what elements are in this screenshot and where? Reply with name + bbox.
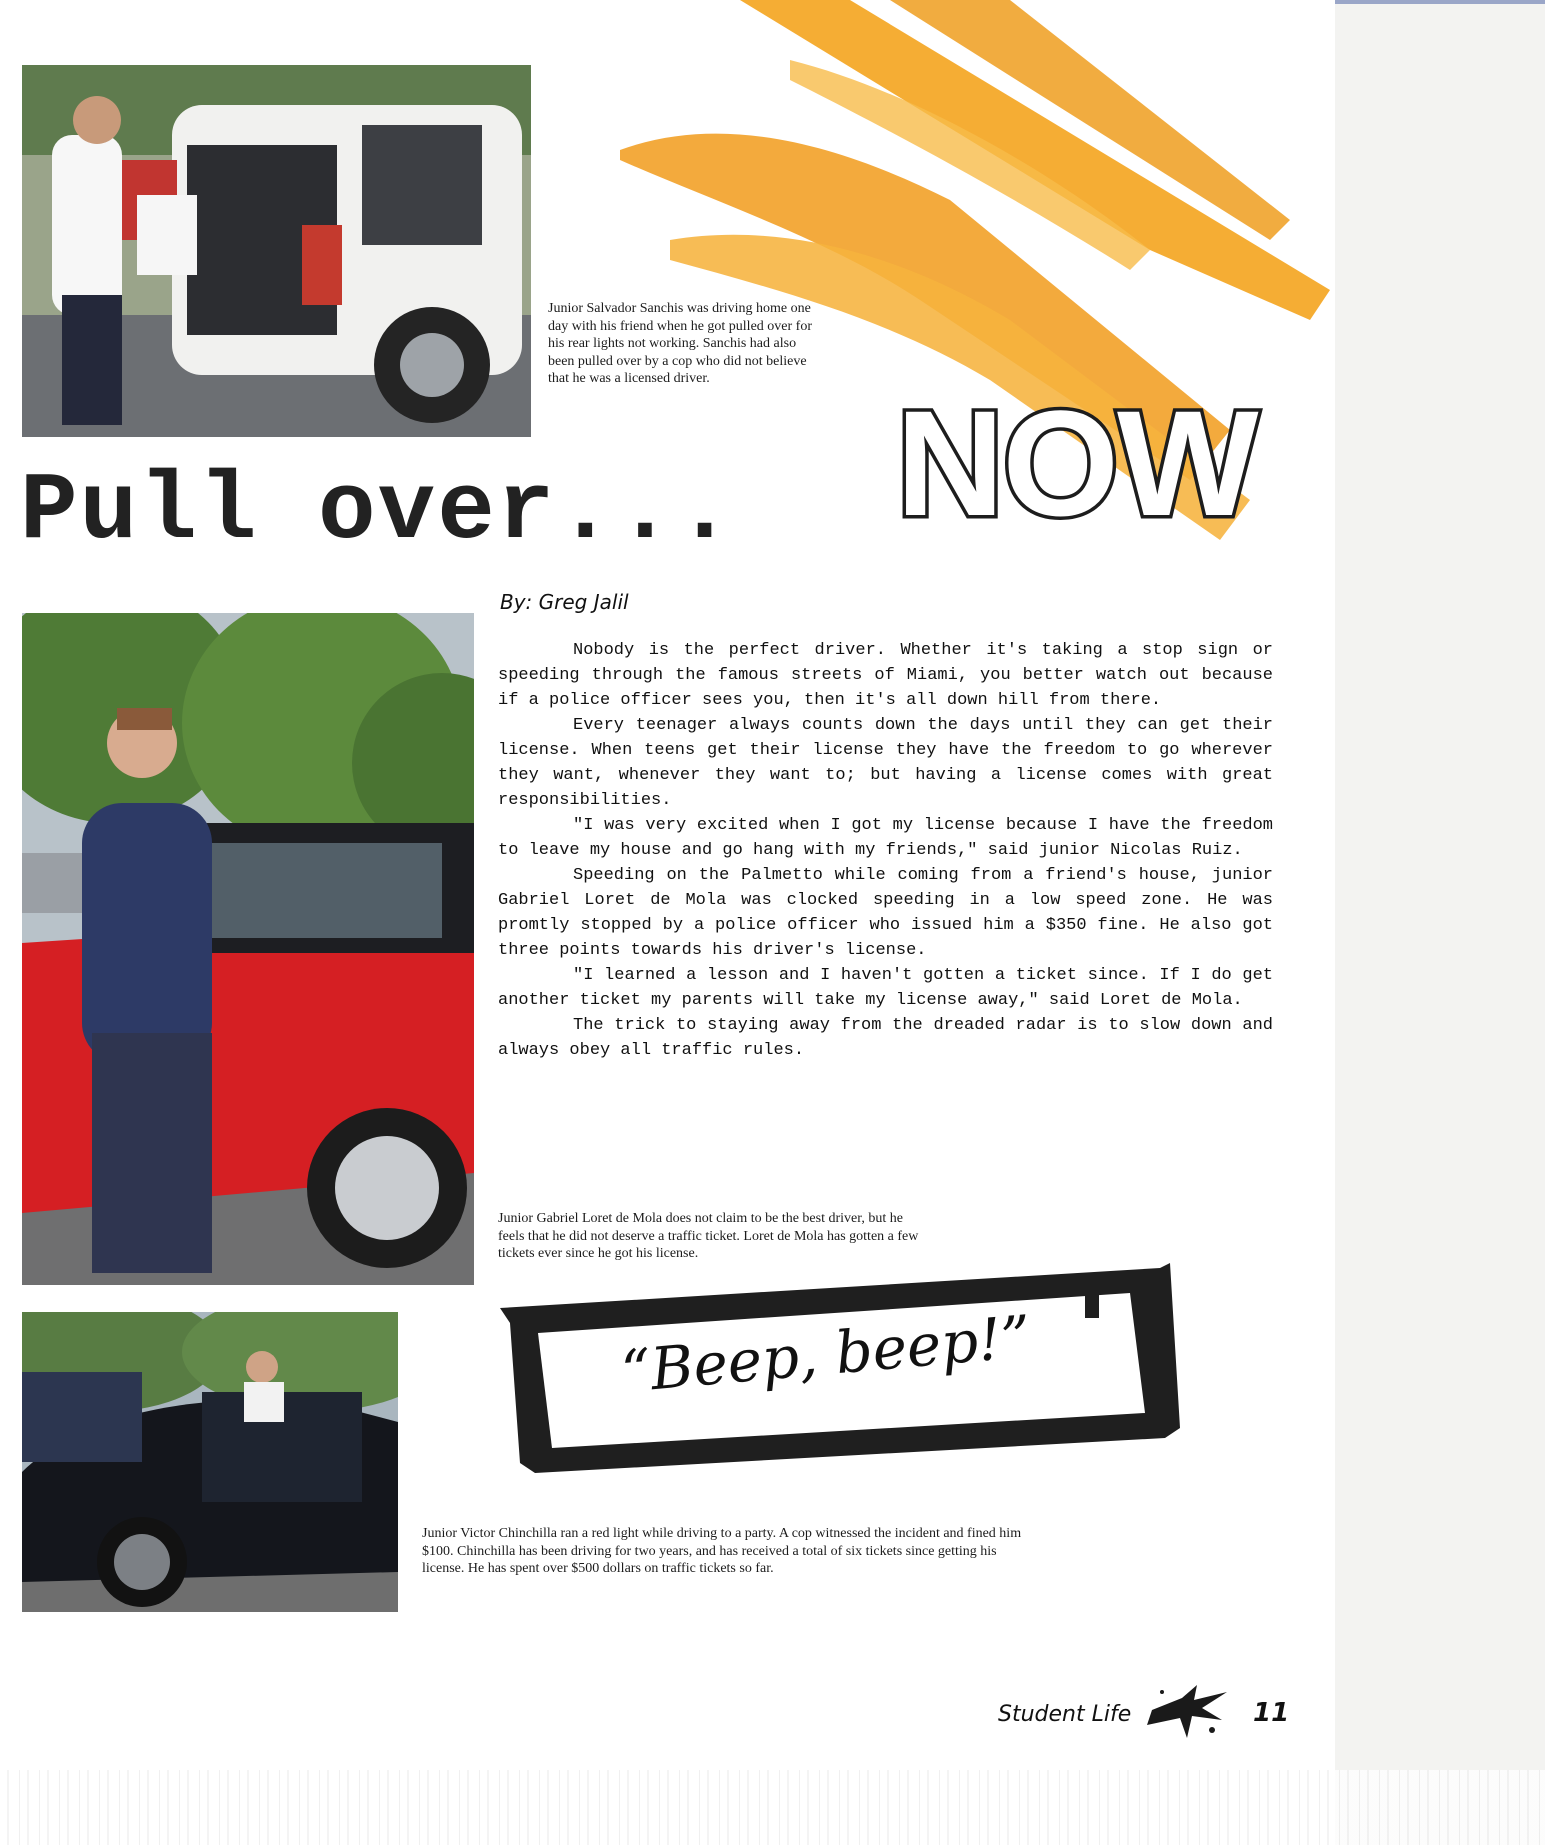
article-paragraph: The trick to staying away from the dreaded radar is to slow down and always obey all traffic rules. [498, 1016, 1273, 1060]
section-label: Student Life [998, 1702, 1132, 1727]
scan-noise [0, 1770, 1545, 1845]
byline: By: Greg Jalil [500, 590, 629, 614]
article-paragraph: Speeding on the Palmetto while coming from a friend's house, junior Gabriel Loret de Mola was clocked speeding in a low speed zone. He was promtly stopped by a police officer who issued him a $350 fine. He also got three points towards his driver's license. [498, 866, 1273, 960]
page-edge-line [1335, 0, 1545, 4]
photo3-caption: Junior Victor Chinchilla ran a red light while driving to a party. A cop witnessed the incident and fined him $100. Chinchilla has been driving for two years, and has received a total of six tickets since getting his license. He has spent over $500 dollars on traffic tickets so far. [422, 1526, 1022, 1576]
quote: “Beep, beep!” [618, 1302, 1034, 1406]
headline-emphasis: NOW [896, 379, 1257, 547]
article-paragraph: "I was very excited when I got my license because I have the freedom to leave my house and go hang with my friends," said junior Nicolas Ruiz. [498, 816, 1273, 860]
headline: Pull over... [20, 457, 736, 566]
article-paragraph: Every teenager always counts down the days until they can get their license. When teens get their license they have the freedom to go wherever they want, whenever they want to; but having a license comes with great responsibilities. [498, 716, 1273, 810]
article-paragraph: Nobody is the perfect driver. Whether it's taking a stop sign or speeding through the famous streets of Miami, you better watch out because if a police officer sees you, then it's all down hill from there. [498, 641, 1273, 710]
photo-black-car [22, 1312, 398, 1612]
photo-red-mini [22, 613, 474, 1285]
page-number: 11 [1253, 1698, 1290, 1728]
ink-splatter-icon [1142, 1680, 1232, 1740]
page-edge [1335, 0, 1545, 1845]
article-body [498, 638, 1273, 1063]
photo2-caption: Junior Gabriel Loret de Mola does not claim to be the best driver, but he feels that he did not deserve a traffic ticket. Loret de Mola has gotten a few tickets ever since he got his license. [498, 1211, 919, 1261]
article-paragraph: "I learned a lesson and I haven't gotten a ticket since. If I do get another ticket my parents will take my license away," said Loret de Mola. [498, 966, 1273, 1010]
photo1-caption: Junior Salvador Sanchis was driving home one day with his friend when he got pulled over for his rear lights not working. Sanchis had also been pulled over by a cop who did not believe that he was a licensed driver. [548, 301, 812, 386]
photo-white-suv [22, 65, 531, 437]
